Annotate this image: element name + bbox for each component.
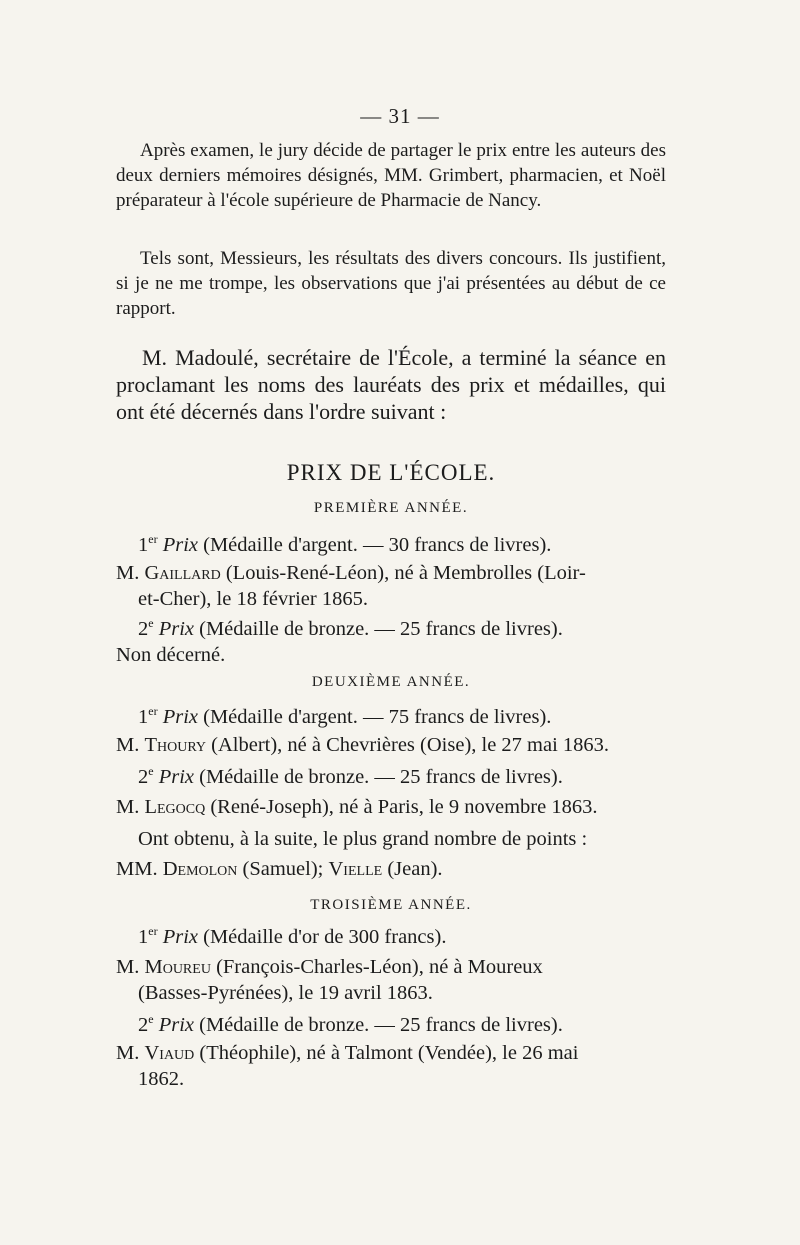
prize-line: 1er Prix (Médaille d'argent. — 30 francs de livres). — [138, 532, 552, 556]
winner-line: Non décerné. — [116, 644, 226, 666]
winner-line-continued: 1862. — [138, 1068, 185, 1090]
prize-line: 2e Prix (Médaille de bronze. — 25 francs de livres). — [138, 616, 563, 640]
year-title-second: DEUXIÈME ANNÉE. — [311, 674, 471, 690]
other-name: Demolon — [162, 858, 238, 880]
winner-name: Gaillard — [144, 562, 221, 584]
paragraph-proclamation: M. Madoulé, secrétaire de l'École, a terminé la séance en proclamant les noms des lauréats des prix et médailles, qui ont été décernés dans l'ordre suivant : — [116, 345, 666, 424]
section-heading: PRIX DE L'ÉCOLE. — [286, 460, 496, 485]
prize-line: 2e Prix (Médaille de bronze. — 25 francs de livres). — [138, 764, 563, 788]
winner-name: Moureu — [144, 956, 211, 978]
winner-line: M. Thoury (Albert), né à Chevrières (Oise), le 27 mai 1863. — [116, 734, 610, 756]
year-title-first: PREMIÈRE ANNÉE. — [313, 500, 469, 516]
other-name: Vielle — [328, 858, 383, 880]
paragraph-results: Tels sont, Messieurs, les résultats des divers concours. Ils justifient, si je ne me trompe, les observations que j'ai présentées au début de ce rapport. — [116, 248, 666, 319]
winner-line: M. Legocq (René-Joseph), né à Paris, le 9 novembre 1863. — [116, 796, 598, 818]
winner-name: Thoury — [144, 734, 207, 756]
year-title-third: TROISIÈME ANNÉE. — [310, 897, 472, 913]
winner-line: M. Moureu (François-Charles-Léon), né à Moureux — [116, 956, 543, 978]
page-number: — 31 — — [360, 104, 440, 128]
others-line: MM. Demolon (Samuel); Vielle (Jean). — [116, 858, 443, 880]
others-intro: Ont obtenu, à la suite, le plus grand nombre de points : — [138, 828, 588, 850]
prize-line: 1er Prix (Médaille d'argent. — 75 francs de livres). — [138, 704, 552, 728]
winner-line-continued: et-Cher), le 18 février 1865. — [138, 588, 368, 610]
prize-line: 2e Prix (Médaille de bronze. — 25 francs de livres). — [138, 1012, 563, 1036]
winner-line-continued: (Basses-Pyrénées), le 19 avril 1863. — [138, 982, 433, 1004]
winner-line: M. Gaillard (Louis-René-Léon), né à Membrolles (Loir- — [116, 562, 586, 584]
prize-line: 1er Prix (Médaille d'or de 300 francs). — [138, 924, 447, 948]
winner-line: M. Viaud (Théophile), né à Talmont (Vendée), le 26 mai — [116, 1042, 579, 1064]
winner-name: Viaud — [144, 1042, 195, 1064]
winner-name: Legocq — [144, 796, 206, 818]
paragraph-jury-decision: Après examen, le jury décide de partager le prix entre les auteurs des deux derniers mémoires désignés, MM. Grimbert, pharmacien, et Noël préparateur à l'école supérieure de Pharmacie de Nancy. — [116, 140, 666, 211]
